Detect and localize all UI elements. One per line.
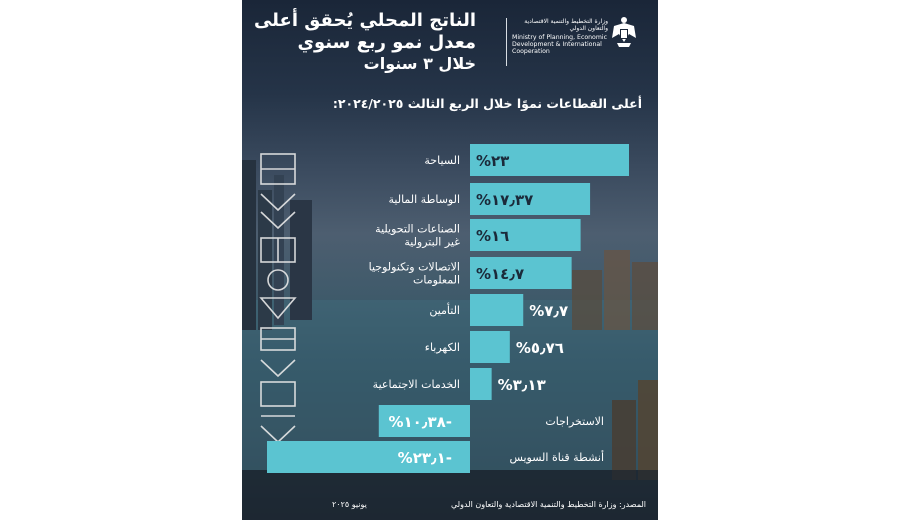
category-label-1: الوساطة المالية [388,193,460,206]
header-divider [506,18,507,66]
value-label-4: %٧٫٧ [529,302,569,320]
category-label-5: الكهرباء [424,341,460,354]
category-label-0: السياحة [424,154,460,167]
category-label-7: الاستخراجات [545,415,604,428]
category-label-2-1: غير البترولية [404,235,460,249]
eagle-emblem-icon [611,16,637,50]
value-label-0: %٢٣ [476,152,510,170]
category-label-2-0: الصناعات التحويلية [375,222,460,236]
value-label-3: %١٤٫٧ [476,265,525,283]
value-label-6: %٣٫١٣ [497,376,546,394]
category-label-8: أنشطة قناة السويس [509,451,604,464]
ministry-name-english: Ministry of Planning, Economic Development & International Cooperation [512,34,607,56]
value-label-2: %١٦ [476,227,510,245]
publication-date: يونيو ٢٠٢٥ [332,500,367,509]
headline-line-2: معدل نمو ربع سنوي [297,32,476,53]
infographic-card [242,0,658,520]
value-label-5: %٥٫٧٦ [515,339,564,357]
bar-6 [470,368,492,400]
category-label-4: التأمين [429,304,460,317]
bar-chart [242,0,658,520]
bar-4 [470,294,523,326]
category-label-6: الخدمات الاجتماعية [372,378,460,391]
value-label-8: %٢٣٫١- [397,449,452,467]
headline-line-1: الناتج المحلي يُحقق أعلى [253,10,476,31]
value-label-1: %١٧٫٣٧ [476,191,534,209]
category-label-3-0: الاتصالات وتكنولوجيا [368,260,460,274]
chart-title: أعلى القطاعات نموًا خلال الربع الثالث ٢٠٢٤/٢٠٢٥: [332,96,642,111]
bar-5 [470,331,510,363]
headline-line-3: خلال ٣ سنوات [363,54,476,73]
value-label-7: %١٠٫٣٨- [388,413,452,431]
source-note: المصدر: وزارة التخطيط والتنمية الاقتصادية والتعاون الدولي [450,500,646,509]
category-label-3-1: المعلومات [413,273,460,287]
ministry-name-arabic: وزارة التخطيط والتنمية الاقتصادية والتعاون الدولي [524,18,608,32]
